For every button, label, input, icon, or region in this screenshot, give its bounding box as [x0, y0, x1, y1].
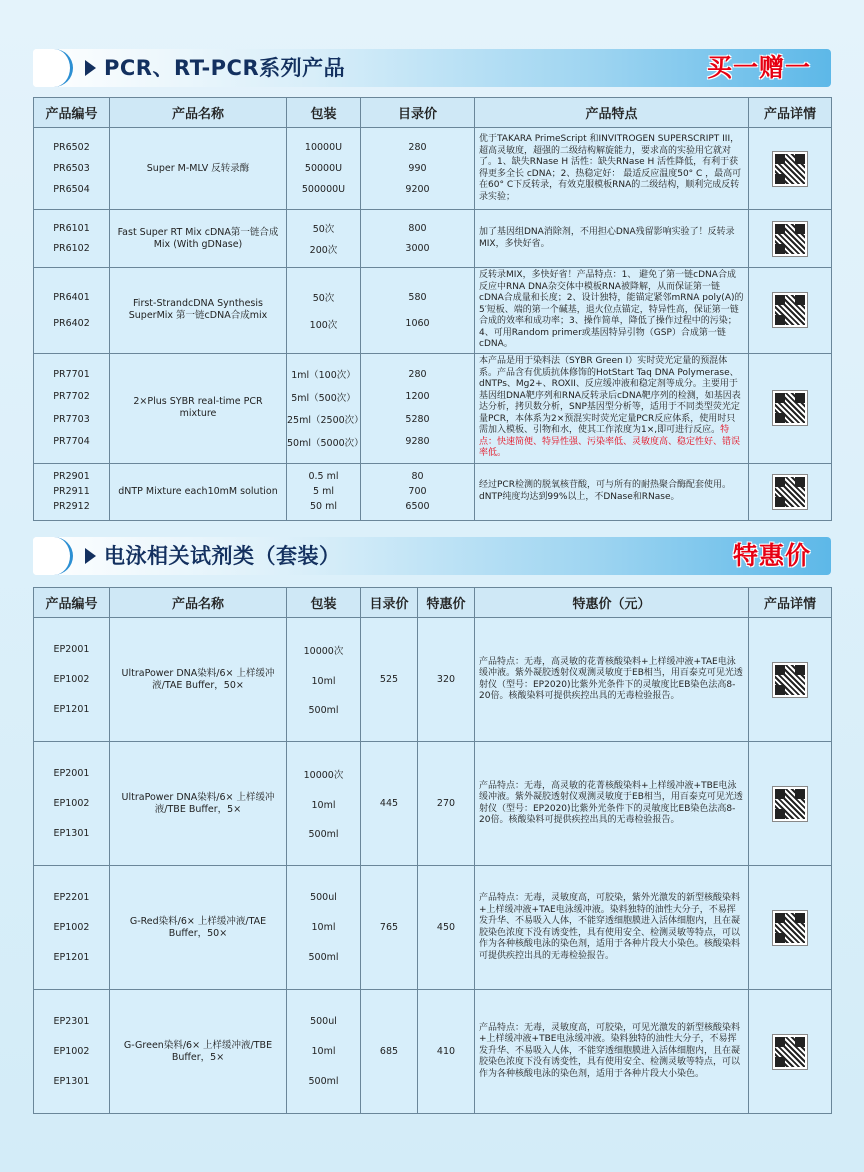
- price-cell: [361, 268, 475, 354]
- code-cell: [34, 268, 110, 354]
- product-name: Fast Super RT Mix cDNA第一链合成Mix (With gDNase): [110, 210, 287, 268]
- col-header-code: 产品编号: [34, 98, 110, 128]
- product-code: EP1002: [53, 674, 90, 685]
- catalog-price: 685: [361, 990, 418, 1114]
- pack-size: 10000次: [303, 770, 344, 781]
- table-row: [34, 463, 832, 520]
- code-cell: [34, 353, 110, 463]
- catalog-price: 80: [411, 470, 424, 482]
- section-banner-electrophoresis: [33, 537, 831, 575]
- catalog-price: 800: [408, 223, 427, 235]
- product-code: EP1201: [53, 952, 90, 964]
- catalog-price: 765: [361, 866, 418, 990]
- pack-size: 500000U: [301, 183, 346, 195]
- col-header-name: 产品名称: [110, 588, 287, 618]
- special-price: 270: [418, 742, 475, 866]
- table-header-row: [34, 98, 832, 128]
- pack-size: 1ml（100次）: [291, 369, 356, 381]
- product-code: EP1201: [53, 704, 90, 716]
- pack-size: 0.5 ml: [308, 470, 339, 482]
- product-features: 产品特点：无毒，高灵敏的花菁核酸染料+上样缓冲液+TAE电泳缓冲液。紫外凝胶透射仪观测灵敏度于EB相当，用百泰克可见光透射仪（型号：EP2020)比紫外光条件下的灵敏度比EB染色法高8-20倍。核酸染料可提供疾控出具的无毒检验报告。: [475, 618, 749, 742]
- section-title: [85, 537, 341, 575]
- product-name: G-Green染料/6× 上样缓冲液/TBE Buffer，5×: [110, 990, 287, 1114]
- detail-cell[interactable]: [749, 210, 832, 268]
- detail-cell[interactable]: [749, 268, 832, 354]
- product-code: PR2901: [53, 470, 90, 482]
- table-header-row: [34, 588, 832, 618]
- qr-code-icon[interactable]: [773, 475, 807, 509]
- catalog-price: 3000: [405, 242, 430, 254]
- promo-label: 特惠价: [732, 541, 811, 570]
- pack-cell: [287, 742, 361, 866]
- catalog-price: 1060: [405, 317, 430, 329]
- col-header-price: 目录价: [361, 588, 418, 618]
- arrow-right-icon: [85, 60, 96, 76]
- product-code: PR7701: [53, 369, 90, 381]
- pack-cell: [287, 210, 361, 268]
- table-row: [34, 353, 832, 463]
- product-name: 2×Plus SYBR real-time PCR mixture: [110, 353, 287, 463]
- product-code: EP1002: [53, 798, 90, 809]
- pack-cell: [287, 268, 361, 354]
- catalog-price: 9200: [405, 183, 430, 195]
- arrow-right-icon: [85, 548, 96, 564]
- pack-size: 10000U: [304, 142, 343, 154]
- product-code: PR2912: [53, 501, 90, 513]
- qr-code-icon[interactable]: [773, 1035, 807, 1069]
- pack-size: 500ml: [308, 1076, 339, 1088]
- product-code: PR7703: [53, 413, 90, 425]
- product-code: PR6101: [53, 223, 90, 235]
- section-title-text: PCR、RT-PCR系列产品: [104, 56, 346, 80]
- table-row: [34, 210, 832, 268]
- product-code: PR6401: [53, 291, 90, 303]
- product-code: PR6504: [53, 183, 90, 195]
- price-cell: [361, 353, 475, 463]
- pack-size: 500ul: [310, 891, 337, 903]
- catalog-price: 280: [408, 369, 427, 381]
- code-cell: [34, 128, 110, 210]
- product-features: 产品特点：无毒，灵敏度高，可胶染，可见光激发的新型核酸染料+上样缓冲液+TBE电泳缓冲液。染料独特的油性大分子，不易挥发升华、不易吸入人体，不能穿透细胞膜进入活体细胞内，且在凝胶染色浓度下没有诱变性，具有使用安全、检测灵敏等特点，可以作为各种核酸电泳的染色剂，适用于各种片段大小染色。: [475, 990, 749, 1114]
- detail-cell[interactable]: [749, 866, 832, 990]
- code-cell: [34, 990, 110, 1114]
- product-code: EP1301: [53, 1076, 90, 1088]
- pack-size: 25ml（2500次）: [287, 415, 364, 427]
- product-name: UltraPower DNA染料/6× 上样缓冲液/TAE Buffer，50×: [110, 618, 287, 742]
- table-row: [34, 128, 832, 210]
- price-cell: [361, 128, 475, 210]
- electrophoresis-products-table: [33, 587, 832, 1114]
- special-price: 450: [418, 866, 475, 990]
- catalog-price: 580: [408, 291, 427, 303]
- col-header-code: 产品编号: [34, 588, 110, 618]
- code-cell: [34, 742, 110, 866]
- product-features: 产品特点：无毒，灵敏度高，可胶染，紫外光激发的新型核酸染料+上样缓冲液+TAE电泳缓冲液。染料独特的油性大分子，不易挥发升华、不易吸入人体，不能穿透细胞膜进入活体细胞内，且在凝胶染色浓度下没有诱变性，具有使用安全、检测灵敏等特点，可以作为各种核酸电泳的染色剂，适用于各种片段大小染色。核酸染料可提供疾控出具的无毒检验报告。: [475, 866, 749, 990]
- pack-size: 200次: [309, 244, 338, 256]
- catalog-price: 525: [361, 618, 418, 742]
- price-cell: [361, 463, 475, 520]
- table-row: [34, 866, 832, 990]
- detail-cell[interactable]: [749, 463, 832, 520]
- product-features: 加了基因组DNA消除剂，不用担心DNA残留影响实验了！反转录MIX，多快好省。: [475, 210, 749, 268]
- code-cell: [34, 463, 110, 520]
- table-row: [34, 618, 832, 742]
- product-code: PR6102: [53, 242, 90, 254]
- promo-label: 买一赠一: [706, 53, 811, 82]
- qr-code-icon[interactable]: [773, 663, 807, 697]
- price-cell: [361, 210, 475, 268]
- col-header-name: 产品名称: [110, 98, 287, 128]
- pack-size: 10000次: [303, 646, 344, 657]
- detail-cell[interactable]: [749, 353, 832, 463]
- pack-cell: [287, 128, 361, 210]
- product-code: EP2201: [53, 891, 90, 903]
- pack-cell: [287, 618, 361, 742]
- product-code: EP1002: [53, 922, 90, 933]
- catalog-price: 445: [361, 742, 418, 866]
- col-header-detail: 产品详情: [749, 98, 832, 128]
- product-name: First-StrandcDNA Synthesis SuperMix 第一链cDNA合成mix: [110, 268, 287, 354]
- special-price: 320: [418, 618, 475, 742]
- pack-size: 50ml（5000次）: [287, 438, 364, 450]
- col-header-special-yuan: 特惠价（元）: [475, 588, 749, 618]
- col-header-special: 特惠价: [418, 588, 475, 618]
- pack-cell: [287, 463, 361, 520]
- catalog-price: 280: [408, 142, 427, 154]
- pack-size: 50次: [312, 224, 335, 236]
- product-name: G-Red染料/6× 上样缓冲液/TAE Buffer，50×: [110, 866, 287, 990]
- qr-code-icon[interactable]: [773, 222, 807, 256]
- product-code: EP1301: [53, 828, 90, 840]
- product-features: [475, 353, 749, 463]
- product-code: EP2301: [53, 1015, 90, 1027]
- code-cell: [34, 618, 110, 742]
- product-code: PR7704: [53, 435, 90, 447]
- product-features: 优于TAKARA PrimeScript 和INVITROGEN SUPERSCRIPT III，超高灵敏度，超强的二级结构解旋能力，要求高的实验用它就对了。1、缺失RNase H 活性：缺失RNase H 活性降低，有利于获得更多全长 cDNA；2、热稳定好： 最适反应温度50° C ，最高可在60° C下反转录，有效克服模板RNA的二级结构，顺利完成反转录实验；: [475, 128, 749, 210]
- detail-cell[interactable]: [749, 618, 832, 742]
- pack-cell: [287, 990, 361, 1114]
- pack-size: 10ml: [311, 922, 336, 933]
- product-features: 反转录MIX，多快好省！产品特点：1、 避免了第一链cDNA合成反应中RNA DNA杂交体中模板RNA被降解，从而保证第一链cDNA合成量和长度；2、设计独特，能锚定紧邻mRNA poly(A)的5′短板、端的第一个碱基，退火位点锚定，特异性高，保证第一链合成的效率和成功率；3、操作简单，降低了操作过程中的污染；4、可用Random primer或基因特异引物（GSP）合成第一链cDNA。: [475, 268, 749, 354]
- features-text: 本产品是用于染料法（SYBR Green I）实时荧光定量的预混体系。产品含有优质抗体修饰的HotStart Taq DNA Polymerase、dNTPs、Mg2+、ROXII、反应缓冲液和稳定剂等成分。主要用于基因组DNA靶序列和RNA反转录后cDNA靶序列的检测，如基因表达分析，拷贝数分析，SNP基因型分析等，适用于不同类型荧光定量PCR，本体系为2×预混实时荧光定量PCR反应体系，使用时只需加入模板、引物和水，使其工作浓度为1×,即可进行反应。: [479, 356, 741, 436]
- qr-code-icon[interactable]: [773, 787, 807, 821]
- pack-size: 10ml: [311, 675, 336, 687]
- table-row: [34, 742, 832, 866]
- banner-tab: [33, 49, 73, 87]
- detail-cell[interactable]: [749, 128, 832, 210]
- product-name: UltraPower DNA染料/6× 上样缓冲液/TBE Buffer，5×: [110, 742, 287, 866]
- pack-size: 5ml（500次）: [291, 392, 356, 404]
- pack-size: 50 ml: [309, 501, 337, 513]
- pack-size: 50次: [312, 292, 335, 304]
- pack-size: 500ml: [308, 952, 339, 964]
- pcr-products-table: [33, 97, 832, 521]
- pack-size: 500ml: [308, 705, 339, 716]
- catalog-price: 5280: [405, 413, 430, 425]
- pack-size: 500ul: [310, 1015, 337, 1027]
- col-header-pack: 包装: [287, 588, 361, 618]
- qr-code-icon[interactable]: [773, 293, 807, 327]
- product-code: PR2911: [53, 486, 90, 497]
- col-header-features: 产品特点: [475, 98, 749, 128]
- code-cell: [34, 210, 110, 268]
- catalog-price: 6500: [405, 501, 430, 513]
- product-name: dNTP Mixture each10mM solution: [110, 463, 287, 520]
- detail-cell[interactable]: [749, 990, 832, 1114]
- section-title-text: 电泳相关试剂类（套装）: [104, 544, 341, 568]
- catalog-price: 990: [408, 163, 427, 174]
- pack-size: 5 ml: [313, 486, 334, 497]
- product-name: Super M-MLV 反转录酶: [110, 128, 287, 210]
- section-banner-pcr: [33, 49, 831, 87]
- product-code: PR7702: [53, 391, 90, 403]
- table-row: [34, 990, 832, 1114]
- features-highlight: 特点：快速简便、特异性强、污染率低、灵敏度高、稳定性好、错误率低。: [479, 425, 741, 459]
- special-price: 410: [418, 990, 475, 1114]
- qr-code-icon[interactable]: [773, 911, 807, 945]
- catalog-price: 700: [408, 486, 427, 497]
- col-header-pack: 包装: [287, 98, 361, 128]
- pack-cell: [287, 353, 364, 463]
- product-code: PR6503: [53, 163, 90, 174]
- product-features: 经过PCR检测的脱氧核苷酸，可与所有的耐热聚合酶配套使用。dNTP纯度均达到99%以上，不DNase和RNase。: [475, 463, 749, 520]
- detail-cell[interactable]: [749, 742, 832, 866]
- pack-size: 500ml: [308, 829, 339, 840]
- qr-code-icon[interactable]: [773, 152, 807, 186]
- section-title: [85, 49, 345, 87]
- col-header-price: 目录价: [361, 98, 475, 128]
- pack-cell: [287, 866, 361, 990]
- code-cell: [34, 866, 110, 990]
- catalog-price: 1200: [405, 391, 430, 403]
- pack-size: 10ml: [311, 1046, 336, 1057]
- pack-size: 50000U: [304, 163, 343, 174]
- col-header-detail: 产品详情: [749, 588, 832, 618]
- table-row: [34, 268, 832, 354]
- pack-size: 10ml: [311, 799, 336, 811]
- product-code: EP2001: [53, 767, 90, 779]
- product-code: EP2001: [53, 643, 90, 655]
- product-features: 产品特点：无毒，高灵敏的花菁核酸染料+上样缓冲液+TBE电泳缓冲液。紫外凝胶透射仪观测灵敏度于EB相当，用百泰克可见光透射仪（型号：EP2020)比紫外光条件下的灵敏度比EB染色法高8-20倍。核酸染料可提供疾控出具的无毒检验报告。: [475, 742, 749, 866]
- pack-size: 100次: [309, 319, 338, 331]
- catalog-price: 9280: [405, 435, 430, 447]
- banner-tab: [33, 537, 73, 575]
- qr-code-icon[interactable]: [773, 391, 807, 425]
- product-code: PR6502: [53, 142, 90, 154]
- product-code: PR6402: [53, 317, 90, 329]
- product-code: EP1002: [53, 1046, 90, 1057]
